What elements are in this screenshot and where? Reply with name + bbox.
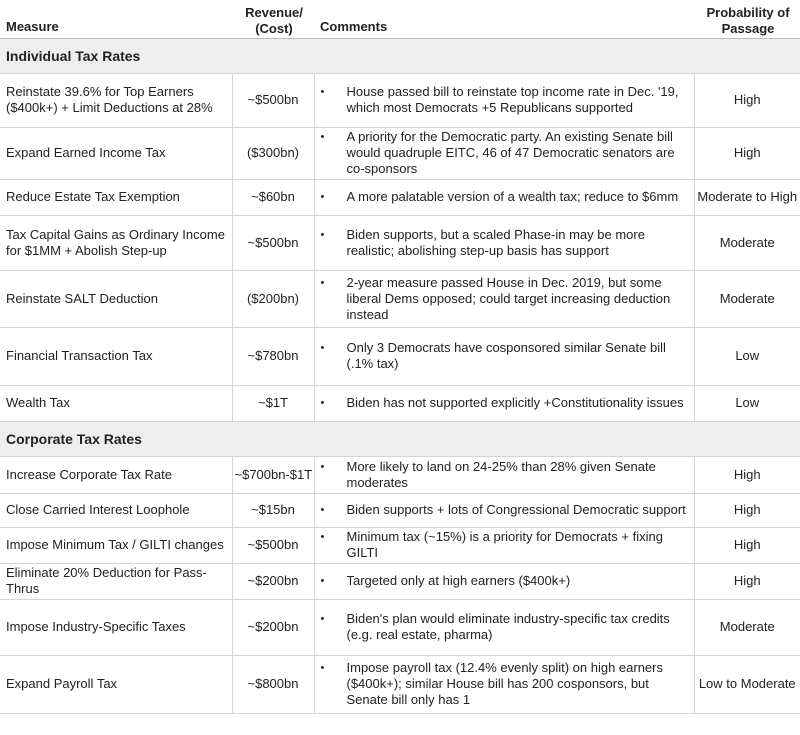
comment-cell (314, 179, 694, 215)
comment-content (321, 459, 690, 491)
header-probability (694, 0, 800, 38)
measure-cell: Impose Minimum Tax / GILTI changes (0, 527, 232, 563)
bullet-icon: • (320, 191, 325, 203)
comment-cell (314, 127, 694, 179)
comment-text: A more palatable version of a wealth tax; reduce to $6mm (346, 189, 679, 204)
probability-cell: Moderate (694, 270, 800, 327)
header-revenue-line1: Revenue/ (245, 5, 303, 20)
comment-cell (314, 215, 694, 270)
bullet-icon: • (320, 662, 325, 674)
measure-cell: Expand Earned Income Tax (0, 127, 232, 179)
comment-cell (314, 493, 694, 527)
probability-cell: Moderate to High (694, 179, 800, 215)
comment-content (321, 502, 690, 518)
measure-cell: Impose Industry-Specific Taxes (0, 599, 232, 655)
table-row (0, 655, 800, 713)
comment-content (321, 529, 690, 561)
revenue-cell: ~$15bn (232, 493, 314, 527)
comment-text: More likely to land on 24-25% than 28% given Senate moderates (346, 458, 656, 490)
measure-cell: Eliminate 20% Deduction for Pass-Thrus (0, 563, 232, 599)
comment-content (321, 275, 690, 323)
measure-cell: Reinstate 39.6% for Top Earners ($400k+) + Limit Deductions at 28% (0, 73, 232, 127)
revenue-cell: ~$1T (232, 385, 314, 421)
comment-content (321, 611, 690, 643)
comment-text: A priority for the Democratic party. An existing Senate bill would quadruple EITC, 46 of 47 Democratic senators are co-sponsors (346, 129, 675, 176)
measure-cell: Tax Capital Gains as Ordinary Income for $1MM + Abolish Step-up (0, 215, 232, 270)
comment-cell (314, 327, 694, 385)
measure-cell: Wealth Tax (0, 385, 232, 421)
table-row (0, 563, 800, 599)
header-measure: Measure (0, 0, 232, 38)
bullet-icon: • (320, 460, 325, 473)
table-row (0, 327, 800, 385)
bullet-icon: • (320, 397, 325, 409)
probability-cell: High (694, 563, 800, 599)
comment-text: Only 3 Democrats have cosponsored similar Senate bill (.1% tax) (346, 340, 666, 371)
bullet-icon: • (320, 504, 325, 516)
comment-text: Biden supports, but a scaled Phase-in may be more realistic; abolishing step-up basis has support (346, 226, 645, 258)
measure-cell: Financial Transaction Tax (0, 327, 232, 385)
comment-text: House passed bill to reinstate top income rate in Dec. '19, which most Democrats +5 Republicans supported (346, 84, 679, 115)
header-revenue-line2: (Cost) (255, 21, 293, 36)
comment-cell (314, 527, 694, 563)
revenue-cell: ($300bn) (232, 127, 314, 179)
comment-cell (314, 655, 694, 713)
bullet-icon: • (320, 276, 325, 289)
header-comments: Comments (314, 0, 694, 38)
revenue-cell: ~$780bn (232, 327, 314, 385)
revenue-cell: ~$200bn (232, 599, 314, 655)
comment-cell (314, 73, 694, 127)
comment-content (321, 573, 690, 589)
header-probability-line2: Passage (721, 21, 775, 36)
header-row (0, 0, 800, 38)
comment-content (321, 189, 690, 205)
probability-cell: Low (694, 385, 800, 421)
table-body (0, 38, 800, 713)
comment-text: Impose payroll tax (12.4% evenly split) on high earners ($400k+); similar House bill has 200 cosponsors, but Senate bill only has 1 (346, 660, 663, 707)
probability-cell: Moderate (694, 599, 800, 655)
table-row (0, 385, 800, 421)
section-title: Individual Tax Rates (0, 38, 800, 73)
probability-cell: Low to Moderate (694, 655, 800, 713)
table-row (0, 456, 800, 493)
measure-cell: Reinstate SALT Deduction (0, 270, 232, 327)
probability-cell: High (694, 493, 800, 527)
table-row (0, 270, 800, 327)
revenue-cell: ($200bn) (232, 270, 314, 327)
comment-text: Targeted only at high earners ($400k+) (346, 573, 571, 588)
section-row (0, 421, 800, 456)
revenue-cell: ~$200bn (232, 563, 314, 599)
bullet-icon: • (320, 575, 325, 587)
revenue-cell: ~$60bn (232, 179, 314, 215)
comment-text: Biden supports + lots of Congressional Democratic support (346, 502, 686, 517)
probability-cell: High (694, 456, 800, 493)
comment-cell (314, 599, 694, 655)
comment-text: Biden's plan would eliminate industry-specific tax credits (e.g. real estate, pharma) (346, 611, 670, 642)
measure-cell: Expand Payroll Tax (0, 655, 232, 713)
comment-content (321, 395, 690, 411)
bullet-icon: • (320, 131, 325, 143)
revenue-cell: ~$500bn (232, 73, 314, 127)
bullet-icon: • (320, 531, 325, 543)
probability-cell: High (694, 127, 800, 179)
bullet-icon: • (320, 613, 325, 625)
table-row (0, 493, 800, 527)
comment-content (321, 227, 690, 259)
comment-content (321, 129, 690, 177)
comment-cell (314, 563, 694, 599)
measure-cell: Increase Corporate Tax Rate (0, 456, 232, 493)
probability-cell: Moderate (694, 215, 800, 270)
probability-cell: Low (694, 327, 800, 385)
comment-cell (314, 456, 694, 493)
table-row (0, 527, 800, 563)
measure-cell: Close Carried Interest Loophole (0, 493, 232, 527)
comment-text: Biden has not supported explicitly +Constitutionality issues (346, 395, 684, 410)
bullet-icon: • (320, 342, 325, 354)
table-row (0, 179, 800, 215)
comment-text: Minimum tax (~15%) is a priority for Democrats + fixing GILTI (346, 529, 663, 560)
revenue-cell: ~$500bn (232, 215, 314, 270)
header-probability-line1: Probability of (706, 5, 790, 20)
section-title: Corporate Tax Rates (0, 421, 800, 456)
probability-cell: High (694, 73, 800, 127)
bullet-icon: • (320, 228, 325, 241)
table-row (0, 127, 800, 179)
table-row (0, 73, 800, 127)
bullet-icon: • (320, 86, 325, 98)
measure-cell: Reduce Estate Tax Exemption (0, 179, 232, 215)
section-row (0, 38, 800, 73)
revenue-cell: ~$700bn-$1T (232, 456, 314, 493)
probability-cell: High (694, 527, 800, 563)
revenue-cell: ~$500bn (232, 527, 314, 563)
comment-cell (314, 270, 694, 327)
table-row (0, 215, 800, 270)
comment-content (321, 340, 690, 372)
header-revenue (232, 0, 314, 38)
revenue-cell: ~$800bn (232, 655, 314, 713)
comment-content (321, 660, 690, 708)
comment-content (321, 84, 690, 116)
comment-text: 2-year measure passed House in Dec. 2019, but some liberal Dems opposed; could target increasing deduction instead (346, 274, 671, 322)
comment-cell (314, 385, 694, 421)
table-row (0, 599, 800, 655)
